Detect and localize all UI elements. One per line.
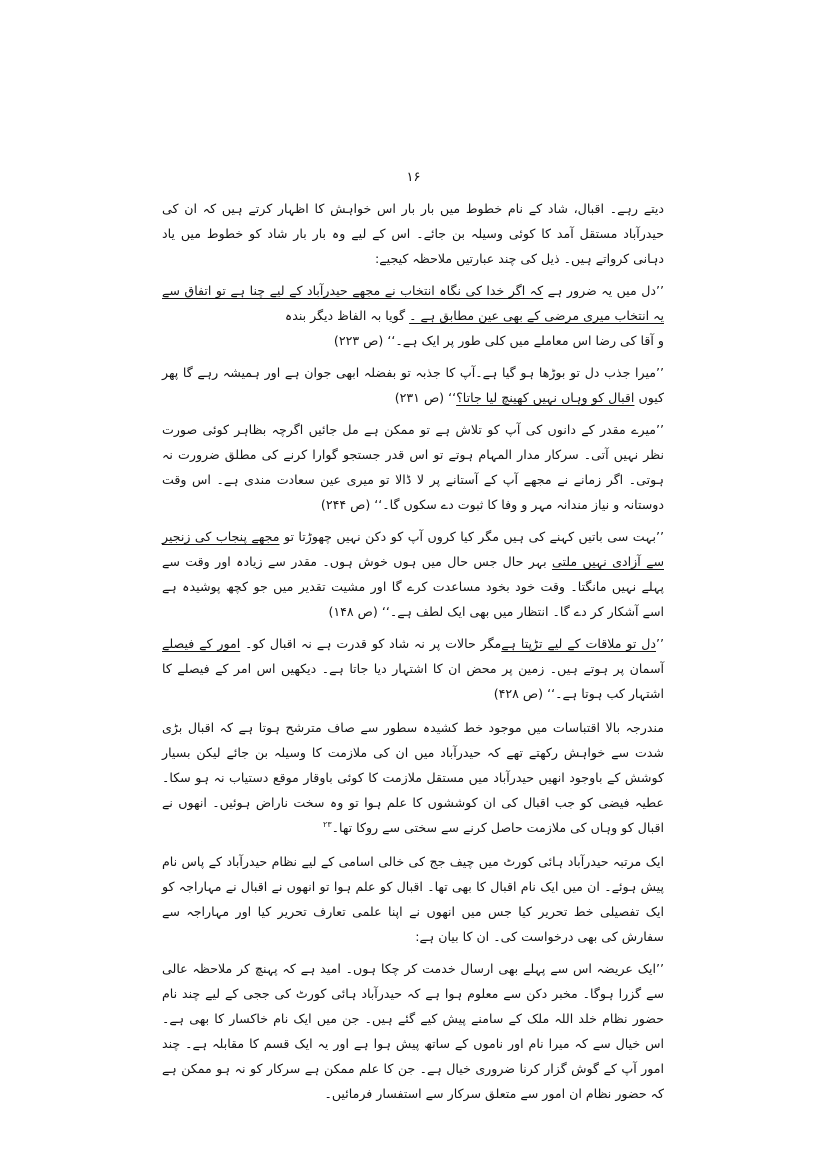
quote-5-rest: آسمان پر ہوتے ہیں۔ زمین پر محض ان کا اشتہار دیا جاتا ہے۔ دیکھیں اس امر کے فیصلے کا اشتہار کب ہوتا ہے۔‘‘ (162, 661, 664, 701)
analysis-paragraph (162, 715, 664, 840)
quote-1-open: ’’دل میں یہ ضرور ہے (543, 283, 664, 298)
paragraph-2: ایک مرتبہ حیدرآباد ہائی کورٹ میں چیف جج کی خالی اسامی کے لیے نظام حیدرآباد کے پاس نام پیش ہوئے۔ ان میں ایک نام اقبال کا بھی تھا۔ اقبال کو علم ہوا تو انھوں نے اقبال نے مہاراجہ کو ایک تفصیلی خط تحریر کیا جس میں انھوں نے اپنا علمی تعارف تحریر کیا اور مہاراجہ سے سفارش کی بھی درخواست کی۔ ان کا بیان ہے: (162, 854, 664, 944)
quote-4-citation: (ص ۱۴۸) (328, 604, 378, 619)
quote-4-underlined: مجھے پنجاب کی زنجیر سے آزادی نہیں ملتی (162, 529, 664, 569)
quote-5-underlined-2: امور کے فیصلے (162, 636, 241, 651)
quote-6: ’’ایک عریضہ اس سے پہلے بھی ارسال خدمت کر چکا ہوں۔ امید ہے کہ پہنچ کر ملاحظہ عالی سے گزرا ہوگا۔ مخبر دکن سے معلوم ہوا ہے کہ حیدرآباد ہائی کورٹ کی ججی کے لیے چند نام حضور نظام خلد اللہ ملک کے سامنے پیش کیے گئے ہیں۔ جن میں ایک نام خاکسار کا بھی ہے۔ اس خیال سے کہ میرا نام اور ناموں کے ساتھ پیش ہوا ہے اور یہ ایک قسم کا مقابلہ ہے۔ چند امور آپ کے گوش گزار کرنا ضروری خیال ہے۔ جن کا علم ممکن ہے سرکار کو نہ ہو ممکن ہے کہ حضور نظام ان امور سے متعلق سرکار سے استفسار فرمائیں۔ (162, 961, 664, 1101)
quote-3-text: ’’میرے مقدر کے دانوں کی آپ کو تلاش ہے تو ممکن ہے مل جائیں اگرچہ بظاہر کوئی صورت نظر نہیں آتی۔ سرکار مدار المہام ہوتے تو اس قدر جستجو گوارا کرنے کی مطلق ضرورت نہ ہوتی۔ اگر زمانے نے مجھے آپ کے آستانے پر لا ڈالا تو میری عین سعادت مندی ہے۔ اس وقت دوستانہ و نیاز مندانہ مہر و وفا کا ثبوت دے سکوں گا۔‘‘ (162, 422, 665, 512)
quote-3-citation: (ص ۲۴۴) (320, 497, 371, 512)
quote-1-underlined: کہ اگر خدا کی نگاہ انتخاب نے مجھے حیدرآباد کے لیے چنا ہے تو اتفاق سے یہ انتخاب میری مرضی کے بھی عین مطابق ہے ۔ (162, 283, 664, 323)
quote-4-open: ’’بہت سی باتیں کہنے کی ہیں مگر کیا کروں آپ کو دکن نہیں چھوڑتا تو (279, 529, 664, 544)
quote-2 (162, 360, 664, 410)
quote-4-rest: بہر حال جس حال میں ہوں خوش ہوں۔ مقدر سے زیادہ اور وقت سے پہلے نہیں مانگتا۔ وقت خود بخود مساعدت کرے گا اور مشیت تقدیر میں جو کچھ پوشیدہ ہے اسے آشکار کر دے گا۔ انتظار میں بھی ایک لطف ہے۔‘‘ (162, 554, 664, 619)
quote-1-citation: (ص ۲۲۳) (333, 333, 384, 348)
quote-5-open: ’’ (655, 636, 664, 651)
quote-1 (162, 278, 664, 328)
quote-2-open: ’’میرا جذب دل تو بوڑھا ہو گیا ہے۔آپ کا جذبہ تو بفضلہ ابھی جوان ہے اور ہمیشہ رہے گا پھر کیوں (162, 365, 664, 405)
page-number: ۱۶ (406, 170, 421, 185)
quote-2-underlined: اقبال کو وہاں نہیں کھینچ لیا جاتا؟ (456, 390, 635, 405)
quote-1-line-2-text: و آقا کی رضا اس معاملے میں کلی طور پر ایک ہے۔‘‘ (387, 333, 664, 348)
analysis-text: مندرجہ بالا اقتباسات میں موجود خط کشیدہ سطور سے صاف مترشح ہوتا ہے کہ اقبال بڑی شدت سے خواہش رکھتے تھے کہ حیدرآباد میں ان کی ملازمت کا وسیلہ بن جائے لیکن بسیار کوشش کے باوجود انھیں حیدرآباد میں مستقل ملازمت کا کوئی باوقار موقع دستیاب نہ ہو سکا۔ عطیہ فیضی کو جب اقبال کی ان کوششوں کا علم ہوا تو وہ سخت ناراض ہوئیں۔ انھوں نے اقبال کو وہاں کی ملازمت حاصل کرنے سے سختی سے روکا تھا۔ (162, 720, 664, 835)
quote-5-citation: (ص ۴۲۸) (493, 686, 544, 701)
quote-5 (162, 631, 664, 706)
intro-paragraph: دیتے رہے۔ اقبال، شاد کے نام خطوط میں بار بار اس خواہش کا اظہار کرتے ہیں کہ ان کی حیدرآباد مستقل آمد کا کوئی وسیلہ بن جائے۔ اس کے لیے وہ بار بار شاد کو خطوط میں یاد دہانی کرواتے ہیں۔ ذیل کی چند عبارتیں ملاحظہ کیجیے: (162, 201, 664, 266)
quote-1-line-2 (162, 328, 664, 353)
quote-5-mid: مگر حالات پر نہ شاد کو قدرت ہے نہ اقبال کو۔ (240, 636, 502, 651)
quote-2-citation: (ص ۲۳۱) (394, 390, 445, 405)
quote-1-rest: گویا بہ الفاظ دیگر بندہ (284, 308, 410, 323)
footnote-marker: ۲۳ (323, 819, 332, 829)
quote-5-underlined-1: دل تو ملاقات کے لیے تڑپتا ہے (501, 636, 656, 651)
quote-4 (162, 524, 664, 624)
quote-3 (162, 417, 664, 517)
quote-2-close: ‘‘ (448, 390, 457, 405)
body-text (162, 196, 664, 1106)
